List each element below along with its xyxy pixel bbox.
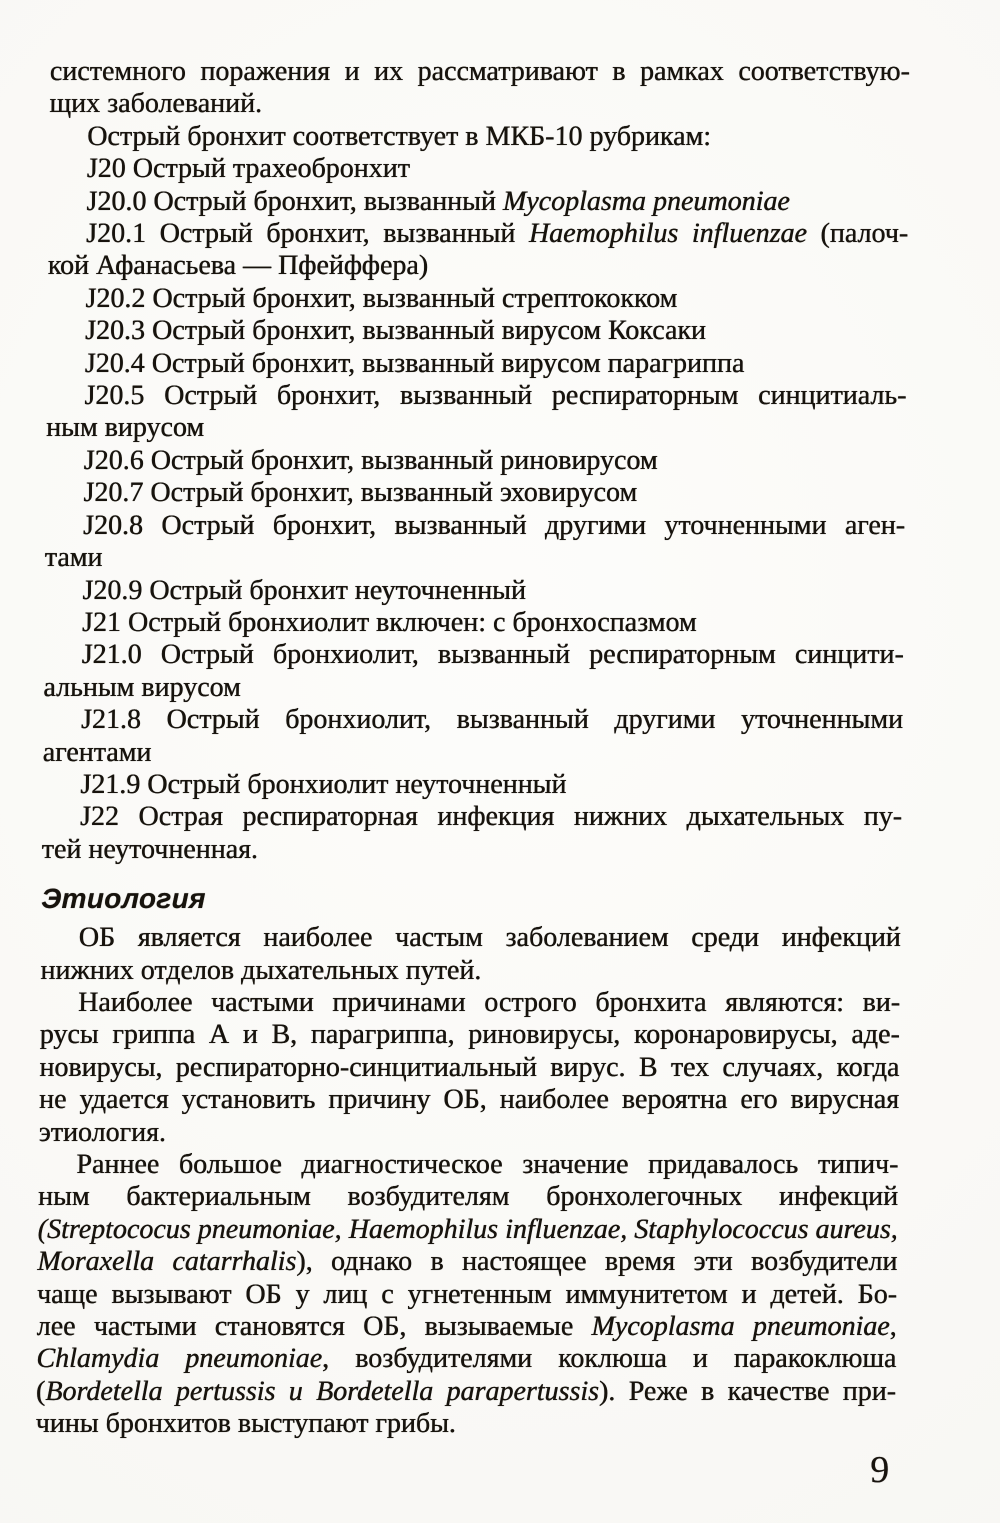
- latin-term-italic: (Streptococus pneumoniae, Haemophilus influenzae, Staphylococcus aureus,: [37, 1213, 898, 1245]
- latin-term-italic: Mycoplasma pneumoniae: [591, 1311, 890, 1343]
- latin-term-italic: Mycoplasma pneumoniae: [502, 185, 790, 217]
- text-line: [41, 922, 901, 954]
- etiology-paragraphs-block: [35, 922, 900, 1441]
- text-line: [49, 153, 909, 185]
- text-segment: ным вирусом: [45, 412, 205, 444]
- text-line: [44, 639, 904, 671]
- text-line: [49, 121, 909, 153]
- text-line: [38, 1149, 898, 1181]
- text-segment: кой Афанасьева — Пфейффера): [47, 250, 429, 282]
- text-segment: J21.9 Острый бронхиолит неуточненный: [80, 768, 567, 800]
- text-segment: J20.9 Острый бронхит неуточненный: [82, 574, 527, 606]
- page-number: 9: [869, 1448, 890, 1491]
- text-segment: J20.0 Острый бронхит, вызванный: [86, 185, 504, 217]
- text-segment: ). Реже в качестве при-: [598, 1375, 897, 1407]
- text-line: [43, 704, 903, 736]
- text-segment: Раннее большое диагностическое значение придавалось типич-: [76, 1149, 899, 1180]
- text-segment: ОБ является наиболее частым заболеванием среди инфекций: [78, 922, 901, 954]
- text-segment: чины бронхитов выступают грибы.: [35, 1408, 457, 1440]
- text-line: [37, 1311, 897, 1343]
- latin-term-italic: Haemophilus influenzae: [528, 218, 808, 250]
- text-line: [46, 412, 906, 444]
- text-line: [46, 445, 906, 477]
- text-line: [45, 510, 905, 542]
- text-segment: J20.4 Острый бронхит, вызванный вирусом парагриппа: [84, 347, 745, 379]
- text-line: [43, 672, 903, 704]
- text-segment: J22 Острая респираторная инфекция нижних дыхательных пу-: [79, 801, 903, 833]
- text-line: [42, 801, 902, 833]
- text-line: [47, 348, 907, 380]
- latin-term-italic: Moraxella catarrhalis: [37, 1246, 297, 1278]
- text-segment: J20.1 Острый бронхит, вызванный: [85, 218, 530, 250]
- text-segment: этиология.: [38, 1116, 167, 1148]
- page-text-block: [35, 56, 910, 1493]
- text-segment: J21 Острый бронхиолит включен: с бронхоспазмом: [81, 606, 697, 638]
- text-segment: русы гриппа А и В, парагриппа, риновирусы, коронаровирусы, аде-: [39, 1019, 900, 1051]
- text-segment: J20.8 Острый бронхит, вызванный другими уточненными аген-: [82, 509, 906, 541]
- text-segment: агентами: [42, 736, 152, 768]
- text-segment: J20.2 Острый бронхит, вызванный стрептококком: [85, 282, 678, 314]
- latin-term-italic: Bordetella pertussis и Bordetella parapertussis: [45, 1375, 600, 1407]
- text-line: [45, 477, 905, 509]
- text-line: [37, 1246, 897, 1278]
- text-line: [47, 315, 907, 347]
- text-segment: нижних отделов дыхательных путей.: [40, 954, 482, 986]
- text-line: [39, 1117, 899, 1149]
- text-segment: ным бактериальным возбудителям бронхолегочных инфекций: [37, 1181, 899, 1213]
- icd10-rubrics-block: [42, 56, 910, 866]
- text-line: [37, 1279, 897, 1311]
- text-line: [38, 1181, 898, 1213]
- text-line: [45, 542, 905, 574]
- text-line: [47, 283, 907, 315]
- text-segment: (: [35, 1375, 46, 1407]
- text-segment: щих заболеваний.: [49, 88, 263, 120]
- text-line: [36, 1376, 896, 1408]
- text-line: [48, 250, 908, 282]
- text-segment: лее частыми становятся ОБ, вызываемые: [36, 1311, 592, 1343]
- text-segment: новирусы, респираторно-синцитиальный вирус. В тех случаях, когда: [39, 1051, 900, 1083]
- text-line: [40, 987, 900, 1019]
- text-segment: системного поражения и их рассматривают в рамках соответствую-: [49, 56, 911, 87]
- text-line: [39, 1052, 899, 1084]
- text-segment: J20.5 Острый бронхит, вызванный респираторным синцитиаль-: [84, 380, 907, 412]
- etiology-heading: Этиология: [41, 883, 206, 915]
- text-line: [48, 218, 908, 250]
- text-line: [36, 1343, 896, 1375]
- latin-term-italic: Chlamydia pneumoniae: [36, 1343, 323, 1375]
- text-line: [43, 737, 903, 769]
- text-line: [38, 1214, 898, 1246]
- text-line: [42, 834, 902, 866]
- text-segment: J20.6 Острый бронхит, вызванный риновирусом: [83, 444, 658, 476]
- text-line: [39, 1084, 899, 1116]
- text-segment: J21.0 Острый бронхиолит, вызванный респираторным синцити-: [81, 639, 904, 671]
- text-segment: не удается установить причину ОБ, наиболее вероятна его вирусная: [38, 1084, 900, 1116]
- text-line: [35, 1408, 895, 1440]
- text-segment: Острый бронхит соответствует в МКБ-10 рубрикам:: [86, 120, 712, 152]
- text-segment: тей неуточненная.: [41, 833, 259, 865]
- text-segment: альным вирусом: [43, 671, 241, 703]
- text-line: [44, 575, 904, 607]
- text-segment: ,: [889, 1311, 897, 1343]
- text-segment: Наиболее частыми причинами острого бронхита являются: ви-: [77, 986, 901, 1018]
- text-segment: ), однако в настоящее время эти возбудители: [296, 1246, 898, 1278]
- text-segment: , возбудителями коклюша и паракоклюша: [321, 1343, 897, 1375]
- text-line: [46, 380, 906, 412]
- text-line: [40, 955, 900, 987]
- text-line: [49, 88, 909, 120]
- text-line: [50, 56, 910, 88]
- text-segment: J20.7 Острый бронхит, вызванный эховирусом: [83, 477, 638, 509]
- text-segment: J20 Острый трахеобронхит: [86, 153, 411, 185]
- text-line: [48, 186, 908, 218]
- text-segment: (палоч-: [806, 218, 909, 250]
- text-segment: чаще вызывают ОБ у лиц с угнетенным иммунитетом и детей. Бо-: [36, 1278, 898, 1310]
- text-line: [44, 607, 904, 639]
- text-segment: J20.3 Острый бронхит, вызванный вирусом Коксаки: [84, 315, 707, 347]
- text-segment: тами: [44, 542, 103, 574]
- text-line: [40, 1019, 900, 1051]
- text-line: [42, 769, 902, 801]
- text-segment: J21.8 Острый бронхиолит, вызванный другими уточненными: [80, 704, 904, 736]
